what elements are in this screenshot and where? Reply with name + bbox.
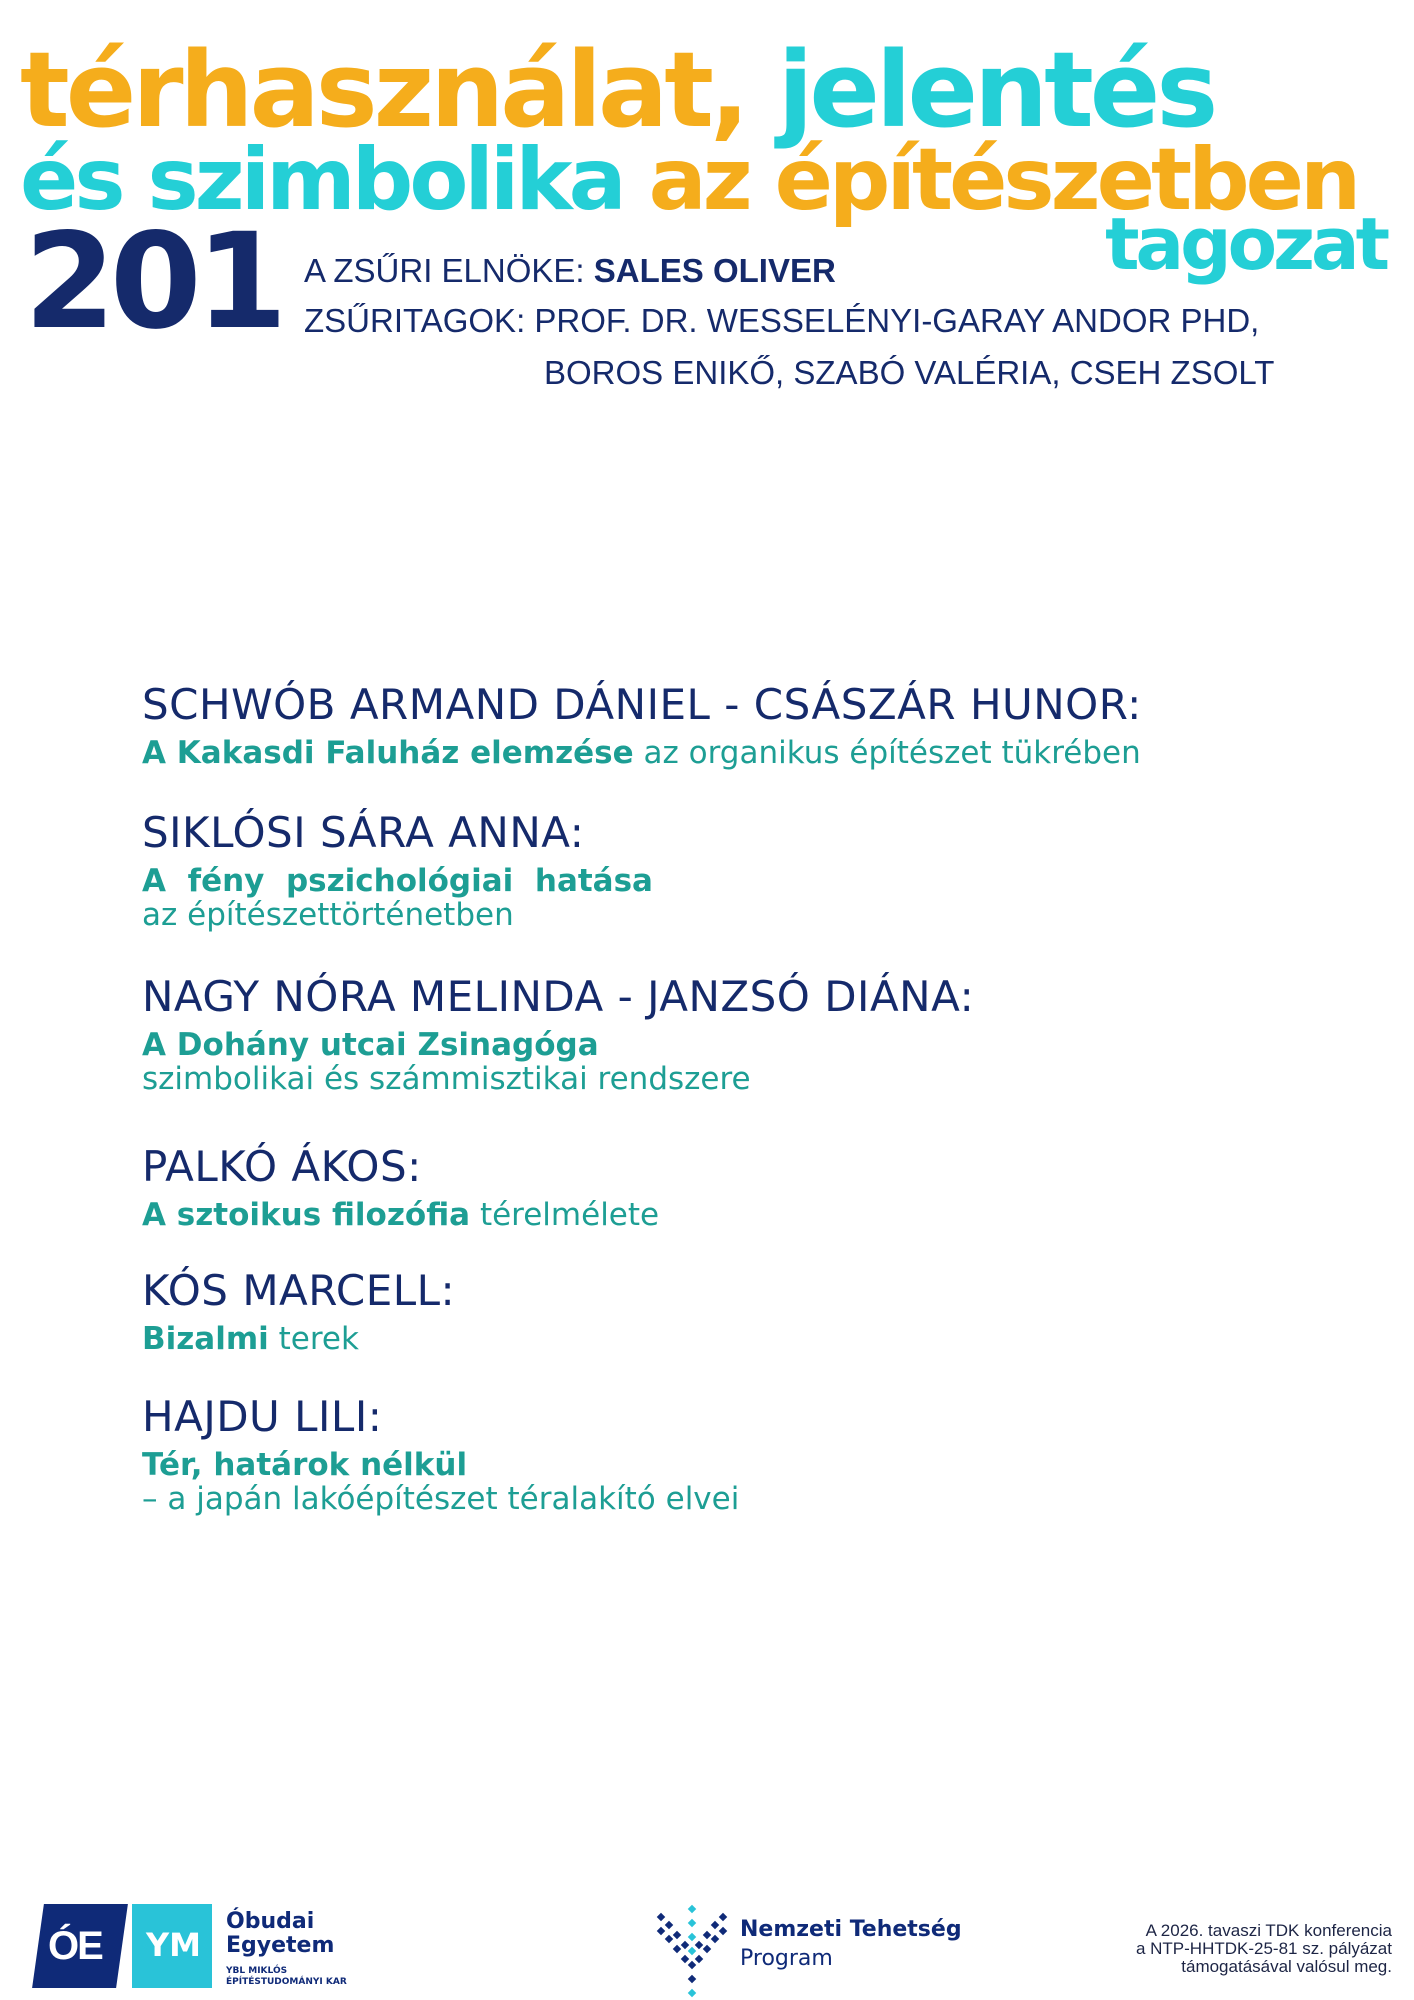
- entry-author: HAJDU LILI:: [142, 1392, 383, 1441]
- entry-title-rest: az organikus építészet tükrében: [633, 735, 1141, 771]
- entry-6: [142, 1392, 740, 1518]
- ntp-emblem-icon: [652, 1902, 732, 1998]
- room-number: 201: [24, 205, 282, 359]
- entry-title: [142, 1448, 739, 1516]
- entry-4: [142, 1142, 660, 1233]
- university-line-1: Óbudai: [226, 1909, 315, 1934]
- obudai-egyetem-logo: [30, 1904, 390, 1994]
- entry-title-line-2: – a japán lakóépítészet téralakító elvei: [142, 1481, 740, 1518]
- title-word-terhasznalat: térhasználat,: [20, 29, 746, 151]
- jury-chair-name: SALES OLIVER: [593, 252, 836, 289]
- jury-members-line-2: BOROS ENIKŐ, SZABÓ VALÉRIA, CSEH ZSOLT: [544, 354, 1275, 391]
- university-line-2: Egyetem: [226, 1933, 335, 1959]
- entry-title-rest: térelmélete: [470, 1197, 660, 1233]
- entry-author: KÓS MARCELL:: [142, 1266, 456, 1315]
- faculty-name: [226, 1966, 347, 1988]
- entry-title-bold: Tér, határok nélkül: [142, 1447, 468, 1483]
- entry-title-bold: A Dohány utcai Zsinagóga: [142, 1027, 599, 1063]
- entry-2: [142, 808, 653, 934]
- entry-title-line-2: szimbolikai és számmisztikai rendszere: [142, 1061, 751, 1098]
- entry-title-bold: A sztoikus filozófia: [142, 1197, 471, 1233]
- entry-5: [142, 1266, 456, 1357]
- funding-line-1: A 2026. tavaszi TDK konferencia: [1145, 1921, 1392, 1940]
- entry-3: [142, 972, 975, 1098]
- ntp-logo: [652, 1902, 962, 1998]
- title-words-es-szimbolika: és szimbolika: [20, 130, 623, 230]
- entry-author: SCHWÓB ARMAND DÁNIEL - CSÁSZÁR HUNOR:: [142, 680, 1142, 729]
- entry-title: [142, 1322, 455, 1356]
- title-words-az-epiteszetben: az építészetben: [648, 130, 1358, 230]
- ntp-line-1: Nemzeti Tehetség: [740, 1917, 962, 1942]
- ntp-line-2: Program: [740, 1945, 833, 1971]
- entry-title: [142, 1028, 974, 1096]
- ybl-logo-text: YM: [146, 1926, 202, 1964]
- entry-title-rest: terek: [268, 1321, 359, 1357]
- funding-note: [1136, 1922, 1392, 1976]
- entry-title-bold: A fény pszichológiai hatása: [142, 863, 653, 899]
- faculty-line-1: YBL MIKLÓS: [226, 1966, 288, 1976]
- jury-chair-label: A ZSŰRI ELNÖKE:: [304, 252, 585, 289]
- jury-members-line-1: ZSŰRITAGOK: PROF. DR. WESSELÉNYI-GARAY ANDOR PHD,: [304, 302, 1260, 339]
- funding-line-3: támogatásával valósul meg.: [1181, 1956, 1392, 1976]
- university-name: [226, 1910, 334, 1958]
- funding-line-2: a NTP-HHTDK-25-81 sz. pályázat: [1135, 1938, 1392, 1958]
- entry-author: NAGY NÓRA MELINDA - JANZSÓ DIÁNA:: [142, 972, 975, 1021]
- oe-logo-text: ÓE: [48, 1924, 102, 1968]
- title-line-1: [20, 29, 1215, 151]
- entry-title-line-2: az építészettörténetben: [142, 897, 514, 934]
- entry-author: SIKLÓSI SÁRA ANNA:: [142, 808, 585, 857]
- title-word-jelentes: jelentés: [777, 29, 1215, 151]
- entry-title-bold: Bizalmi: [142, 1321, 269, 1357]
- ntp-name: [740, 1916, 962, 1973]
- entry-title: [142, 1198, 659, 1232]
- jury-chair: [304, 254, 836, 287]
- section-word: tagozat: [1105, 202, 1386, 286]
- entry-title: [142, 736, 1142, 770]
- entry-title: [142, 864, 653, 932]
- entry-author: PALKÓ ÁKOS:: [142, 1142, 422, 1191]
- entry-1: [142, 680, 1142, 771]
- entry-title-bold: A Kakasdi Faluház elemzése: [142, 735, 634, 771]
- faculty-line-2: ÉPÍTÉSTUDOMÁNYI KAR: [226, 1976, 347, 1987]
